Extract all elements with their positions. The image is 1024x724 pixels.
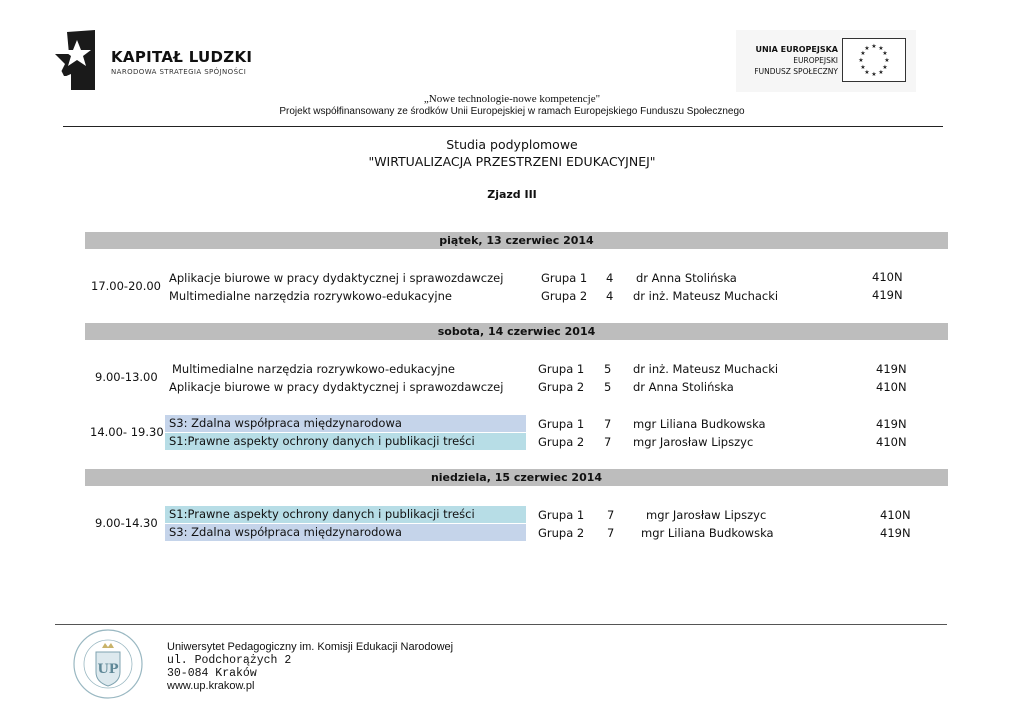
svg-text:★: ★ <box>878 45 884 52</box>
group: Grupa 2 <box>538 380 585 394</box>
room: 419N <box>880 526 911 540</box>
room: 419N <box>876 362 907 376</box>
group: Grupa 1 <box>538 508 585 522</box>
room: 419N <box>872 288 903 302</box>
hours: 7 <box>604 435 612 449</box>
subject: S1:Prawne aspekty ochrony danych i publikacji treści <box>165 506 526 523</box>
teacher: mgr Jarosław Lipszyc <box>633 435 754 449</box>
hours: 5 <box>604 380 612 394</box>
teacher: dr inż. Mateusz Muchacki <box>633 362 779 376</box>
seal-letters: UP <box>97 662 119 677</box>
subject: Multimedialne narzędzia rozrywkowo-edukacyjne <box>169 289 452 303</box>
teacher: dr Anna Stolińska <box>636 271 737 285</box>
eu-flag-icon <box>842 38 906 82</box>
svg-text:★: ★ <box>871 71 877 78</box>
svg-text:★: ★ <box>871 43 877 50</box>
hours: 4 <box>606 289 614 303</box>
eu-logo-text <box>754 44 838 77</box>
subject: S1:Prawne aspekty ochrony danych i publikacji treści <box>165 433 526 450</box>
postal-city: 30-084 Kraków <box>167 667 257 680</box>
subject: Aplikacje biurowe w pracy dydaktycznej i sprawozdawczej <box>169 271 504 285</box>
kapital-ludzki-title: KAPITAŁ LUDZKI <box>111 48 253 66</box>
session-label: Zjazd III <box>487 188 537 201</box>
svg-text:★: ★ <box>858 57 864 64</box>
teacher: dr Anna Stolińska <box>633 380 734 394</box>
svg-text:★: ★ <box>878 69 884 76</box>
time-slot: 9.00-13.00 <box>95 370 158 384</box>
room: 410N <box>872 270 903 284</box>
university-name: Uniwersytet Pedagogiczny im. Komisji Edukacji Narodowej <box>167 641 454 653</box>
eu-logo-line2: EUROPEJSKI <box>793 56 838 65</box>
group: Grupa 1 <box>538 362 585 376</box>
subject: Aplikacje biurowe w pracy dydaktycznej i sprawozdawczej <box>169 380 504 394</box>
group: Grupa 1 <box>541 271 588 285</box>
document-title: Studia podyplomowe <box>446 137 578 152</box>
subject: S3: Zdalna współpraca międzynarodowa <box>165 524 526 541</box>
day-header-sunday: niedziela, 15 czerwiec 2014 <box>85 469 948 486</box>
kapital-ludzki-emblem-icon <box>55 30 99 90</box>
hours: 5 <box>604 362 612 376</box>
teacher: mgr Jarosław Lipszyc <box>646 508 767 522</box>
svg-text:★: ★ <box>864 45 870 52</box>
group: Grupa 2 <box>538 435 585 449</box>
room: 419N <box>876 417 907 431</box>
kapital-ludzki-logo <box>55 28 275 92</box>
footer-divider <box>55 624 947 625</box>
hours: 7 <box>604 417 612 431</box>
svg-text:★: ★ <box>860 64 866 71</box>
time-slot: 9.00-14.30 <box>95 516 158 530</box>
room: 410N <box>880 508 911 522</box>
teacher: mgr Liliana Budkowska <box>641 526 774 540</box>
university-seal-icon <box>72 628 144 700</box>
footer-address <box>167 641 453 693</box>
hours: 7 <box>607 526 615 540</box>
room: 410N <box>876 380 907 394</box>
day-header-friday: piątek, 13 czerwiec 2014 <box>85 232 948 249</box>
svg-text:★: ★ <box>864 69 870 76</box>
room: 410N <box>876 435 907 449</box>
group: Grupa 1 <box>538 417 585 431</box>
teacher: mgr Liliana Budkowska <box>633 417 766 431</box>
subject: S3: Zdalna współpraca międzynarodowa <box>165 415 526 432</box>
website-link[interactable]: www.up.krakow.pl <box>167 680 255 692</box>
eu-logo <box>736 30 916 92</box>
time-slot: 17.00-20.00 <box>91 279 161 293</box>
street-address: ul. Podchorążych 2 <box>167 654 292 667</box>
svg-text:★: ★ <box>882 64 888 71</box>
project-cofinancing-line: Projekt współfinansowany ze środków Unii Europejskiej w ramach Europejskiego Funduszu Społecznego <box>279 106 745 117</box>
project-quote: „Nowe technologie-nowe kompetencje" <box>423 93 601 105</box>
program-name: "WIRTUALIZACJA PRZESTRZENI EDUKACYJNEJ" <box>368 154 656 169</box>
eu-logo-line1: UNIA EUROPEJSKA <box>755 45 838 54</box>
svg-text:★: ★ <box>860 50 866 57</box>
kapital-ludzki-subtitle: NARODOWA STRATEGIA SPÓJNOŚCI <box>111 68 247 76</box>
eu-logo-line3: FUNDUSZ SPOŁECZNY <box>754 67 838 76</box>
subject: Multimedialne narzędzia rozrywkowo-edukacyjne <box>172 362 455 376</box>
group: Grupa 2 <box>541 289 588 303</box>
svg-text:★: ★ <box>882 50 888 57</box>
teacher: dr inż. Mateusz Muchacki <box>633 289 779 303</box>
group: Grupa 2 <box>538 526 585 540</box>
svg-text:★: ★ <box>884 57 890 64</box>
hours: 4 <box>606 271 614 285</box>
hours: 7 <box>607 508 615 522</box>
time-slot: 14.00- 19.30 <box>90 425 164 439</box>
day-header-saturday: sobota, 14 czerwiec 2014 <box>85 323 948 340</box>
header-divider <box>63 126 943 127</box>
